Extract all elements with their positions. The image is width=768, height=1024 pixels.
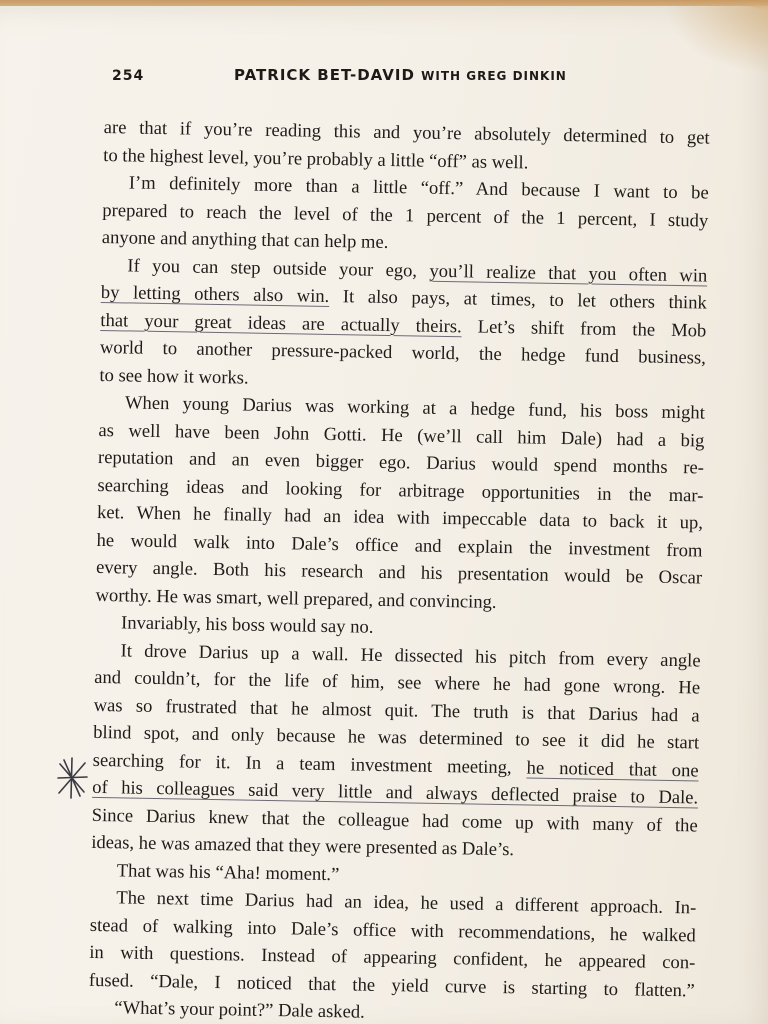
text-line: anyone and anything that can help me.	[101, 226, 389, 253]
underlined-passage: that your great ideas are actually theirs.	[100, 309, 462, 337]
text-fragment: If you can step outside your ego,	[127, 254, 430, 282]
text-line: and couldn’t, for the life of him, see where he had gone wrong. He	[93, 666, 701, 699]
text-line: to the highest level, you’re probably a little “off” as well.	[103, 144, 529, 173]
underlined-passage: by letting others also win.	[100, 281, 330, 307]
text-line: ket. When he finally had an idea with impeccable data to back it up,	[96, 501, 704, 534]
text-line: to see how it works.	[99, 364, 249, 389]
text-line: Since Darius knew that the colleague had come up with many of the	[91, 804, 698, 836]
text-line: are that if you’re reading this and you’re absolutely determined to get	[103, 116, 710, 149]
text-line: Invariably, his boss would say no.	[120, 612, 374, 638]
text-line: When young Darius was working at a hedge fund, his boss might	[124, 392, 706, 424]
text-line: worthy. He was smart, well prepared, and convincing.	[95, 584, 497, 613]
text-fragment: Let’s shift from the Mob	[461, 315, 707, 342]
text-line: in with questions. Instead of appearing confident, he appeared con-	[89, 941, 696, 974]
running-head	[234, 66, 567, 84]
text-line: “What’s your point?” Dale asked.	[114, 997, 365, 1023]
text-fragment: searching for it. In a team investment meeting,	[92, 749, 527, 778]
text-line: It drove Darius up a wall. He dissected his pitch from every angle	[120, 639, 701, 671]
underlined-passage: he noticed that one	[526, 756, 699, 781]
text-line: blind spot, and only because he was determined to see it did he start	[93, 721, 700, 754]
page-number: 254	[112, 68, 145, 84]
text-line: he would walk into Dale’s office and explain the investment from	[96, 529, 703, 562]
page-corner-shadow	[664, 6, 768, 76]
text-line: fused. “Dale, I noticed that the yield curve is starting to flatten.”	[88, 969, 695, 1001]
author-name: PATRICK BET-DAVID	[234, 66, 415, 84]
text-line: prepared to reach the level of the 1 percent of the 1 percent, I study	[102, 199, 709, 232]
body-text	[88, 114, 710, 1024]
text-line: was so frustrated that he almost quit. The truth is that Darius had a	[93, 694, 700, 726]
text-line: as well have been John Gotti. He (we’ll call him Dale) had a big	[98, 419, 705, 452]
underlined-passage: you’ll realize that you often win	[429, 260, 708, 287]
text-line: The next time Darius had an idea, he used a different approach. In-	[116, 887, 697, 919]
underlined-passage: of his colleagues said very little and always deflected praise to Dale.	[92, 776, 699, 809]
text-line: That was his “Aha! moment.”	[116, 859, 340, 885]
coauthor-name: WITH GREG DINKIN	[421, 69, 567, 83]
asterisk-icon	[54, 754, 90, 802]
text-fragment: It also pays, at times, to let others think	[329, 285, 707, 314]
text-line: every angle. Both his research and his presentation would be Oscar	[95, 556, 703, 589]
text-line: searching ideas and looking for arbitrage opportunities in the mar-	[97, 474, 704, 507]
text-line: I’m definitely more than a little “off.” And because I want to be	[128, 172, 709, 204]
text-line: ideas, he was amazed that they were presented as Dale’s.	[91, 831, 515, 861]
text-line: stead of walking into Dale’s office with recommendations, he walked	[89, 914, 696, 946]
text-line: world to another pressure-packed world, the hedge fund business,	[99, 336, 707, 369]
text-line: reputation and an even bigger ego. Darius would spend months re-	[97, 446, 705, 479]
